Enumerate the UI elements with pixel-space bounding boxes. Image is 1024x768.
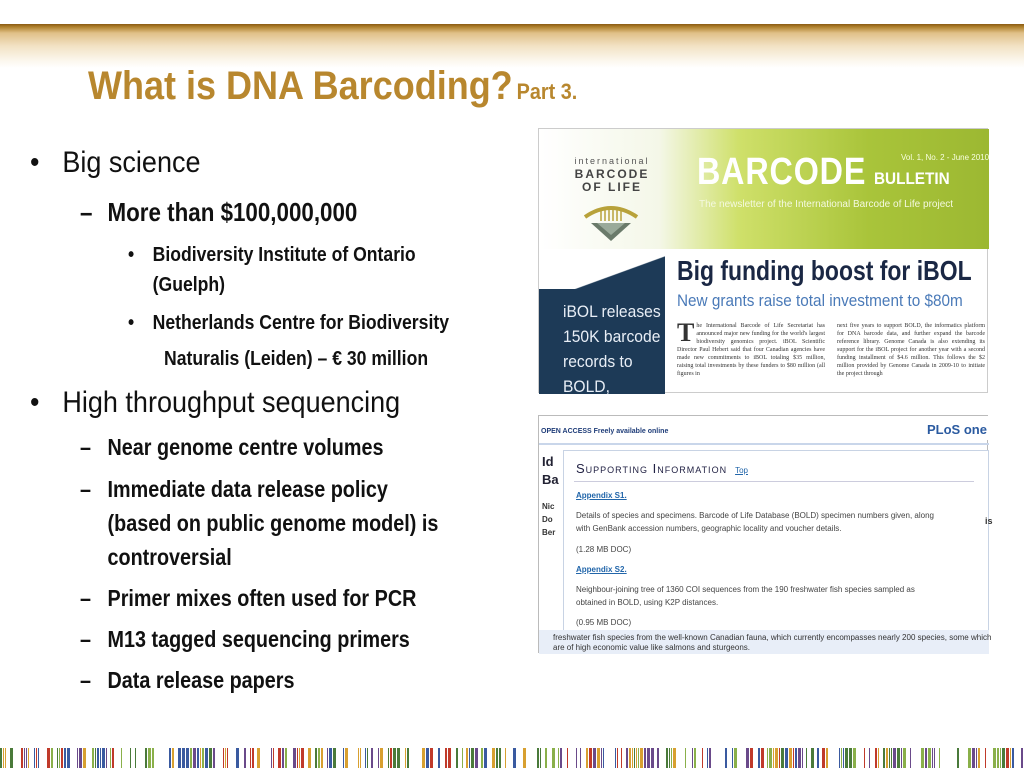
- strip-bar: [806, 748, 807, 768]
- strip-bar: [200, 748, 201, 768]
- strip-bar: [28, 748, 29, 768]
- strip-bar: [321, 748, 323, 768]
- strip-bar: [669, 748, 670, 768]
- strip-bar: [360, 748, 361, 768]
- strip-bar: [484, 748, 487, 768]
- strip-bar: [186, 748, 189, 768]
- strip-bar: [978, 748, 980, 768]
- strip-bar: [257, 748, 260, 768]
- strip-bar: [236, 748, 239, 768]
- strip-bar: [822, 748, 825, 768]
- strip-bar: [567, 748, 568, 768]
- title-main: What is DNA Barcoding?: [88, 64, 513, 108]
- strip-bar: [629, 748, 631, 768]
- strip-bar: [1021, 748, 1023, 768]
- strip-bar: [626, 748, 628, 768]
- strip-bar: [734, 748, 737, 768]
- strip-bar: [77, 748, 78, 768]
- strip-bar: [466, 748, 468, 768]
- strip-bar: [197, 748, 199, 768]
- strip-bar: [893, 748, 896, 768]
- strip-bar: [209, 748, 212, 768]
- bulletin-tagline: The newsletter of the International Barcode of Life project: [699, 199, 954, 210]
- appendix-s1-desc-1: Details of species and specimens. Barcode of Life Database (BOLD) specimen numbers given, along: [576, 511, 934, 520]
- strip-bar: [95, 748, 96, 768]
- strip-bar: [601, 748, 602, 768]
- masthead-barcode: BARCODE: [697, 151, 867, 193]
- bullet-genome-volumes: – Near genome centre volumes: [80, 434, 384, 460]
- strip-bar: [407, 748, 409, 768]
- strip-bar: [586, 748, 588, 768]
- strip-bar: [694, 748, 696, 768]
- strip-bar: [785, 748, 788, 768]
- strip-bar: [589, 748, 592, 768]
- strip-bar: [767, 748, 768, 768]
- strip-bar: [707, 748, 708, 768]
- strip-bar: [430, 748, 433, 768]
- strip-bar: [545, 748, 547, 768]
- strip-bar: [968, 748, 971, 768]
- barcode-bulletin-image: [538, 128, 990, 396]
- strip-bar: [438, 748, 440, 768]
- strip-bar: [746, 748, 749, 768]
- strip-bar: [100, 748, 101, 768]
- bottom-line-2: are of high economic value like salmons and sturgeons.: [553, 643, 750, 652]
- bullet-data-release-papers: – Data release papers: [80, 667, 295, 693]
- strip-bar: [299, 748, 300, 768]
- strip-bar: [540, 748, 541, 768]
- bullet-netherlands: • Netherlands Centre for Biodiversity: [128, 312, 449, 334]
- strip-bar: [889, 748, 890, 768]
- strip-bar: [285, 748, 287, 768]
- strip-bar: [1010, 748, 1011, 768]
- strip-bar: [925, 748, 927, 768]
- masthead-bulletin: BULLETIN: [874, 169, 950, 188]
- strip-bar: [640, 748, 643, 768]
- appendix-s1-desc-2: with GenBank accession numbers, geographic locality and voucher details.: [576, 524, 842, 533]
- plos-logo: PLoS one: [927, 422, 987, 437]
- strip-bar: [552, 748, 555, 768]
- bg-author-2: Do: [542, 515, 553, 524]
- strip-bar: [202, 748, 204, 768]
- strip-bar: [886, 748, 888, 768]
- strip-bar: [57, 748, 58, 768]
- strip-bar: [972, 748, 975, 768]
- bullet-data-release-policy: – Immediate data release policy (based on public genome model) is controversial: [80, 476, 439, 570]
- strip-bar: [282, 748, 284, 768]
- strip-bar: [329, 748, 332, 768]
- article-col-2: next five years to support BOLD, the informatics platform for DNA barcode data, and further expand the barcode reference library. Genome Canada is also extending its support for the iBOL project for another year with a second funding installment of $4.6 million. This follows the $2 million provided by Genome Canada in 2009-10 to initiate the project through: [837, 323, 985, 377]
- strip-bar: [481, 748, 483, 768]
- strip-bar: [448, 748, 451, 768]
- strip-bar: [976, 748, 977, 768]
- strip-bar: [97, 748, 99, 768]
- bullet-funding: – More than $100,000,000: [80, 197, 358, 227]
- strip-bar: [469, 748, 470, 768]
- bulletin-headline: Big funding boost for iBOL: [677, 255, 972, 286]
- strip-bar: [634, 748, 635, 768]
- bullet-m13: – M13 tagged sequencing primers: [80, 626, 410, 652]
- strip-bar: [496, 748, 498, 768]
- strip-bar: [102, 748, 105, 768]
- strip-bar: [957, 748, 959, 768]
- strip-bar: [388, 748, 389, 768]
- strip-bar: [939, 748, 940, 768]
- strip-bar: [841, 748, 842, 768]
- volume-label: Vol. 1, No. 2 - June 2010: [901, 153, 990, 162]
- supporting-info-box: [563, 450, 989, 652]
- strip-bar: [499, 748, 501, 768]
- strip-bar: [152, 748, 154, 768]
- appendix-s1-size: (1.28 MB DOC): [576, 545, 632, 554]
- strip-bar: [725, 748, 727, 768]
- bg-is: is: [985, 516, 993, 526]
- strip-bar: [897, 748, 900, 768]
- strip-bar: [121, 748, 122, 768]
- bullet-naturalis: Naturalis (Leiden) – € 30 million: [164, 348, 429, 370]
- strip-bar: [615, 748, 616, 768]
- strip-bar: [223, 748, 224, 768]
- strip-bar: [462, 748, 463, 768]
- strip-bar: [178, 748, 181, 768]
- strip-bar: [793, 748, 794, 768]
- strip-bar: [921, 748, 924, 768]
- bullet-bio-ontario: • Biodiversity Institute of Ontario (Guelph): [128, 244, 416, 296]
- appendix-s1-link[interactable]: Appendix S1.: [576, 491, 627, 500]
- strip-bar: [576, 748, 577, 768]
- strip-bar: [845, 748, 848, 768]
- strip-bar: [92, 748, 94, 768]
- strip-bar: [853, 748, 856, 768]
- strip-bar: [422, 748, 425, 768]
- strip-bar: [315, 748, 317, 768]
- top-link[interactable]: Top: [735, 466, 748, 475]
- strip-bar: [110, 748, 111, 768]
- strip-bar: [761, 748, 764, 768]
- strip-bar: [456, 748, 458, 768]
- strip-bar: [864, 748, 865, 768]
- strip-bar: [802, 748, 803, 768]
- strip-bar: [182, 748, 185, 768]
- strip-bar: [928, 748, 931, 768]
- strip-bar: [26, 748, 27, 768]
- strip-bar: [685, 748, 686, 768]
- strip-bar: [1006, 748, 1009, 768]
- strip-bar: [580, 748, 581, 768]
- strip-bar: [843, 748, 844, 768]
- strip-bar: [709, 748, 711, 768]
- strip-bar: [910, 748, 911, 768]
- strip-bar: [647, 748, 650, 768]
- strip-bar: [10, 748, 13, 768]
- strip-bar: [327, 748, 328, 768]
- si-rule: [574, 481, 974, 482]
- strip-bar: [903, 748, 906, 768]
- strip-bar: [397, 748, 400, 768]
- strip-bar: [849, 748, 852, 768]
- strip-bar: [993, 748, 996, 768]
- strip-bar: [593, 748, 596, 768]
- bg-title-2: Ba: [542, 472, 559, 487]
- strip-bar: [59, 748, 60, 768]
- strip-bar: [0, 748, 2, 768]
- strip-bar: [781, 748, 784, 768]
- strip-bar: [826, 748, 828, 768]
- strip-bar: [190, 748, 192, 768]
- strip-bar: [878, 748, 879, 768]
- strip-bar: [891, 748, 892, 768]
- appendix-s2-desc-1: Neighbour-joining tree of 1360 COI sequences from the 190 freshwater fish species sampled as: [576, 585, 915, 594]
- strip-bar: [83, 748, 86, 768]
- strip-bar: [51, 748, 53, 768]
- strip-bar: [213, 748, 215, 768]
- strip-bar: [505, 748, 506, 768]
- strip-bar: [278, 748, 281, 768]
- strip-bar: [297, 748, 298, 768]
- strip-bar: [64, 748, 66, 768]
- strip-bar: [632, 748, 633, 768]
- strip-bar: [638, 748, 639, 768]
- strip-bar: [380, 748, 383, 768]
- strip-bar: [997, 748, 999, 768]
- side-panel-text: iBOL releases 150K barcode records to BOLD,: [563, 302, 661, 396]
- strip-bar: [475, 748, 478, 768]
- strip-bar: [426, 748, 429, 768]
- strip-bar: [445, 748, 447, 768]
- bullet-high-throughput: • High throughput sequencing: [30, 386, 401, 419]
- article-col-1: The International Barcode of Life Secretariat has announced major new funding for the world's largest biodiversity genomics project. iBOL Scientific Director Paul Hebert said that four Canadian agencies have made new commitments to iBOL totaling $35 million, raising total investments by these funders to $80 million (all figures in: [677, 318, 825, 377]
- strip-bar: [1012, 748, 1014, 768]
- ibol-logo-icon: [583, 203, 639, 243]
- strip-bar: [225, 748, 226, 768]
- strip-bar: [67, 748, 70, 768]
- strip-bar: [36, 748, 37, 768]
- barcode-strip-decoration: [0, 748, 1024, 768]
- strip-bar: [795, 748, 797, 768]
- strip-bar: [621, 748, 622, 768]
- strip-bar: [666, 748, 668, 768]
- strip-bar: [367, 748, 368, 768]
- strip-bar: [651, 748, 654, 768]
- strip-bar: [657, 748, 659, 768]
- strip-bar: [492, 748, 495, 768]
- strip-bar: [169, 748, 171, 768]
- strip-bar: [750, 748, 753, 768]
- strip-bar: [358, 748, 359, 768]
- plos-one-image: [538, 415, 993, 653]
- strip-bar: [5, 748, 6, 768]
- strip-bar: [758, 748, 760, 768]
- strip-bar: [875, 748, 877, 768]
- open-access-label: OPEN ACCESS Freely available online: [541, 428, 669, 435]
- strip-bar: [47, 748, 50, 768]
- appendix-s2-link[interactable]: Appendix S2.: [576, 565, 627, 574]
- bullet-primer-mixes: – Primer mixes often used for PCR: [80, 585, 417, 611]
- strip-bar: [839, 748, 840, 768]
- ibol-logo-text: international BARCODE OF LIFE: [574, 156, 650, 194]
- strip-bar: [135, 748, 136, 768]
- strip-bar: [773, 748, 774, 768]
- strip-bar: [560, 748, 562, 768]
- strip-bar: [301, 748, 304, 768]
- strip-bar: [537, 748, 539, 768]
- strip-bar: [205, 748, 208, 768]
- article-columns: [677, 318, 987, 394]
- strip-bar: [798, 748, 801, 768]
- strip-bar: [673, 748, 676, 768]
- strip-bar: [558, 748, 559, 768]
- strip-bar: [702, 748, 703, 768]
- strip-bar: [901, 748, 902, 768]
- strip-bar: [227, 748, 228, 768]
- bottom-line-1: freshwater fish species from the well-known Canadian fauna, which currently encompasses nearly 200 species, some which: [553, 633, 992, 642]
- strip-bar: [145, 748, 147, 768]
- strip-bar: [692, 748, 693, 768]
- strip-bar: [817, 748, 819, 768]
- bulletin-subheadline: New grants raise total investment to $80m: [677, 291, 963, 310]
- strip-bar: [378, 748, 379, 768]
- strip-bar: [1002, 748, 1005, 768]
- strip-bar: [61, 748, 63, 768]
- strip-bar: [769, 748, 772, 768]
- strip-bar: [148, 748, 151, 768]
- strip-bar: [293, 748, 296, 768]
- strip-bar: [636, 748, 637, 768]
- strip-bar: [244, 748, 246, 768]
- header-band: [0, 24, 1024, 68]
- strip-bar: [252, 748, 254, 768]
- plos-bottom-text-band: [539, 630, 992, 654]
- strip-bar: [513, 748, 516, 768]
- strip-bar: [390, 748, 392, 768]
- strip-bar: [345, 748, 348, 768]
- strip-bar: [193, 748, 196, 768]
- strip-bar: [333, 748, 336, 768]
- strip-bar: [24, 748, 25, 768]
- strip-bar: [112, 748, 114, 768]
- strip-bar: [273, 748, 274, 768]
- strip-bar: [79, 748, 82, 768]
- strip-bar: [130, 748, 131, 768]
- appendix-s2-desc-2: obtained in BOLD, using K2P distances.: [576, 598, 719, 607]
- title-sub: Part 3.: [516, 79, 578, 104]
- strip-bar: [308, 748, 311, 768]
- strip-bar: [985, 748, 986, 768]
- strip-bar: [318, 748, 320, 768]
- plos-rule: [539, 443, 989, 445]
- strip-bar: [271, 748, 272, 768]
- strip-bar: [644, 748, 646, 768]
- strip-bar: [603, 748, 604, 768]
- bg-author-1: Nic: [542, 502, 555, 511]
- strip-bar: [38, 748, 39, 768]
- strip-bar: [775, 748, 778, 768]
- strip-bar: [934, 748, 935, 768]
- bg-title-1: Id: [542, 454, 554, 469]
- strip-bar: [617, 748, 618, 768]
- strip-bar: [869, 748, 870, 768]
- strip-bar: [34, 748, 35, 768]
- strip-bar: [523, 748, 526, 768]
- strip-bar: [250, 748, 251, 768]
- strip-bar: [1000, 748, 1001, 768]
- strip-bar: [932, 748, 933, 768]
- strip-bar: [172, 748, 174, 768]
- bullet-big-science: • Big science: [30, 146, 201, 179]
- strip-bar: [371, 748, 373, 768]
- strip-bar: [671, 748, 672, 768]
- strip-bar: [883, 748, 885, 768]
- strip-bar: [789, 748, 792, 768]
- strip-bar: [365, 748, 366, 768]
- strip-bar: [779, 748, 780, 768]
- strip-bar: [405, 748, 406, 768]
- strip-bar: [3, 748, 4, 768]
- strip-bar: [21, 748, 23, 768]
- strip-bar: [343, 748, 344, 768]
- strip-bar: [732, 748, 733, 768]
- supporting-info-title: Supporting Information Top: [576, 461, 748, 476]
- strip-bar: [597, 748, 600, 768]
- strip-bar: [393, 748, 396, 768]
- strip-bar: [471, 748, 474, 768]
- slide-title: [88, 64, 577, 109]
- appendix-s2-size: (0.95 MB DOC): [576, 618, 632, 627]
- bg-author-3: Ber: [542, 528, 556, 537]
- strip-bar: [106, 748, 107, 768]
- strip-bar: [811, 748, 814, 768]
